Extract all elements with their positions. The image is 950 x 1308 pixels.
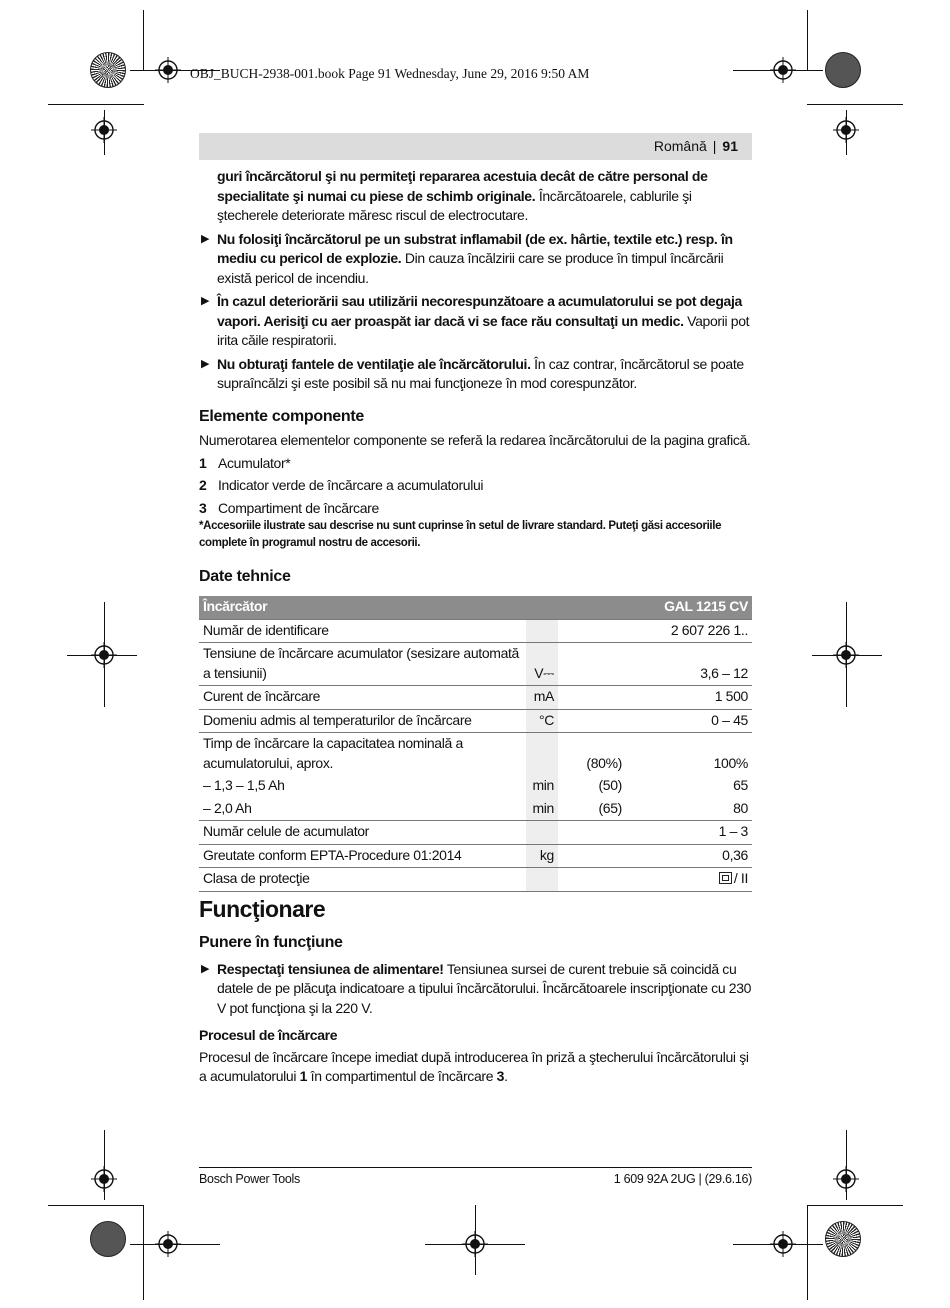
crop-mark [48, 104, 144, 105]
table-row [199, 709, 752, 733]
voltage-bullet [199, 960, 752, 1019]
bullet-text: În caz contrar, încărcătorul se poate supraîncălzi şi este posibil să nu mai funcţioneze în mod corespunzător. [217, 355, 744, 391]
header-text [654, 138, 738, 154]
operation-heading: Funcţionare [199, 895, 326, 922]
row-unit: min [526, 775, 558, 798]
row-label: – 2,0 Ah [203, 799, 252, 816]
table-row [199, 686, 752, 710]
row-unit [526, 733, 558, 776]
row-unit: mA [526, 686, 558, 710]
crop-mark [807, 1205, 903, 1206]
row-partial [558, 619, 626, 643]
row-label: – 1,3 – 1,5 Ah [203, 777, 285, 793]
row-label: Număr de identificare [199, 619, 526, 643]
table-row [199, 868, 752, 892]
row-partial [558, 844, 626, 868]
crop-mark [733, 1244, 823, 1245]
intro-text: Încărcătoarele, cablurile şi ştecherele deteriorate măresc riscul de electrocutare. [217, 187, 692, 223]
warning-bullet [199, 355, 752, 394]
page-number: 91 [722, 138, 738, 154]
crop-mark [143, 1205, 144, 1300]
row-unit: kg [526, 844, 558, 868]
col-product: Încărcător [199, 596, 626, 620]
charging-ref: 3 [496, 1068, 505, 1084]
crop-mark [67, 655, 137, 656]
row-unit: V⎓ [526, 643, 558, 686]
startup-heading: Punere în funcţiune [199, 934, 343, 951]
item-label: Acumulator* [218, 454, 291, 471]
crop-mark [807, 1205, 808, 1300]
row-unit: °C [526, 709, 558, 733]
row-unit [526, 868, 558, 892]
item-number: 2 [199, 477, 207, 493]
row-partial: (80%) [558, 733, 626, 776]
row-partial [558, 868, 626, 892]
row-value: 3,6 – 12 [626, 643, 752, 686]
row-label: Curent de încărcare [199, 686, 526, 710]
table-row [199, 798, 752, 821]
row-value: 1 500 [626, 686, 752, 710]
crop-mark [846, 602, 847, 707]
crop-mark [475, 1205, 476, 1275]
row-label: Clasa de protecţie [199, 868, 526, 892]
bullet-triangle-icon: ▶ [201, 962, 210, 975]
bullet-bold: În cazul deteriorării sau utilizării necorespunzătoare a acumulatorului se pot degaja vapori. Aerisiţi cu aer proaspăt iar dacă vi se face rău consultaţi un medic. [217, 293, 742, 329]
star-target-icon [825, 1221, 861, 1257]
protection-class-value: / II [733, 870, 748, 886]
table-row [199, 619, 752, 643]
row-unit [526, 821, 558, 845]
row-value: 0,36 [626, 844, 752, 868]
charging-text: . [504, 1068, 508, 1084]
row-partial: (65) [598, 799, 622, 816]
crop-mark [104, 602, 105, 707]
charging-paragraph [199, 1048, 752, 1087]
bullet-bold: Nu folosiţi încărcătorul pe un substrat inflamabil (de ex. hârtie, textile etc.) resp. în mediu cu pericol de explozie. [217, 230, 733, 266]
item-number: 3 [199, 499, 207, 516]
row-value: 1 – 3 [626, 821, 752, 845]
page-footer [199, 1167, 752, 1186]
charging-text: Procesul de încărcare începe imediat după introducerea în priză a ştecherului încărcătorului şi a acumulatorului [199, 1048, 749, 1084]
warning-bullet [199, 230, 752, 289]
row-value: 80 [733, 799, 748, 816]
crop-mark [846, 1130, 847, 1200]
row-unit: min [526, 798, 558, 821]
intro-bold: guri încărcătorul şi nu permiteţi repararea acestuia decât de către personal de specialitate şi numai cu piese de schimb originale. [217, 168, 708, 204]
table-row [199, 775, 752, 798]
crop-mark [130, 1244, 220, 1245]
bullet-triangle-icon: ▶ [201, 357, 210, 370]
warning-bullet [199, 292, 752, 351]
bullet-text: Vaporii pot irita căile respiratorii. [217, 312, 750, 348]
bullet-triangle-icon: ▶ [201, 295, 210, 307]
crop-mark [807, 104, 903, 105]
print-slug: OBJ_BUCH-2938-001.book Page 91 Wednesday, June 29, 2016 9:50 AM [190, 66, 590, 81]
color-target-icon [825, 52, 861, 88]
row-label: Tensiune de încărcare acumulator (sesizare automată a tensiunii) [199, 643, 526, 686]
row-partial [558, 643, 626, 686]
specs-table [199, 596, 752, 892]
row-value: 2 607 226 1.. [626, 619, 752, 643]
row-partial [558, 821, 626, 845]
crop-mark [48, 1205, 144, 1206]
crop-mark [104, 1130, 105, 1200]
header-separator: | [712, 138, 717, 154]
item-label: Indicator verde de încărcare a acumulatorului [218, 477, 484, 493]
table-header [199, 596, 752, 620]
bullet-text: Tensiunea sursei de curent trebuie să coincidă cu datele de pe plăcuţa indicatoare a tipului încărcătorului. Încărcătoarele inscripţionate cu 230 V pot funcţiona şi la 220 V. [217, 960, 752, 1016]
item-label: Compartiment de încărcare [218, 499, 379, 516]
list-item [199, 499, 752, 519]
crop-mark [143, 10, 144, 70]
row-value: 100% [626, 733, 752, 776]
crop-mark [807, 10, 808, 70]
header-language: Română [653, 138, 707, 154]
item-number: 1 [199, 454, 207, 471]
list-item [199, 454, 752, 474]
components-list [199, 454, 752, 519]
star-target-icon [90, 52, 126, 88]
components-heading: Elemente componente [199, 407, 365, 425]
table-row [199, 733, 752, 776]
table-row [199, 643, 752, 686]
specs-heading: Date tehnice [199, 568, 291, 585]
list-item [199, 476, 752, 496]
row-partial: (50) [598, 777, 622, 793]
row-value: 65 [733, 777, 748, 793]
accessories-footnote: *Accesoriile ilustrate sau descrise nu sunt cuprinse în setul de livrare standard. Puteţi găsi accesoriile complete în programul nostru de accesorii. [199, 520, 722, 549]
components-intro: Numerotarea elementelor componente se referă la redarea încărcătorului de la pagina grafică. [199, 432, 751, 448]
crop-mark [812, 655, 882, 656]
main-content [199, 167, 752, 1087]
bullet-triangle-icon: ▶ [201, 232, 210, 245]
bullet-text: Din cauza încălzirii care se produce în timpul încărcării există pericol de incendiu. [217, 250, 724, 286]
table-row [199, 821, 752, 845]
charging-heading: Procesul de încărcare [199, 1027, 338, 1043]
protection-class-icon [719, 872, 732, 884]
intro-paragraph [199, 167, 752, 226]
col-model: GAL 1215 CV [626, 596, 752, 620]
row-partial [558, 709, 626, 733]
running-header [199, 133, 752, 160]
crop-mark [846, 110, 847, 155]
row-value [626, 868, 752, 892]
row-unit [526, 619, 558, 643]
row-label: Domeniu admis al temperaturilor de încărcare [199, 709, 526, 733]
charging-ref: 1 [299, 1068, 308, 1084]
row-label: Număr celule de acumulator [199, 821, 526, 845]
table-row [199, 844, 752, 868]
color-target-icon [90, 1221, 126, 1257]
row-label: Greutate conform EPTA-Procedure 01:2014 [199, 844, 526, 868]
crop-mark [104, 110, 105, 155]
footer-brand: Bosch Power Tools [199, 1172, 300, 1186]
bullet-bold: Nu obturaţi fantele de ventilaţie ale încărcătorului. [217, 355, 531, 372]
charging-text: în compartimentul de încărcare [307, 1068, 497, 1084]
footer-code: 1 609 92A 2UG | (29.6.16) [613, 1172, 752, 1186]
crop-mark [733, 70, 823, 71]
row-label: Timp de încărcare la capacitatea nominală a acumulatorului, aprox. [199, 733, 526, 776]
bullet-bold: Respectaţi tensiunea de alimentare! [217, 960, 444, 977]
row-value: 0 – 45 [626, 709, 752, 733]
row-partial [558, 686, 626, 710]
